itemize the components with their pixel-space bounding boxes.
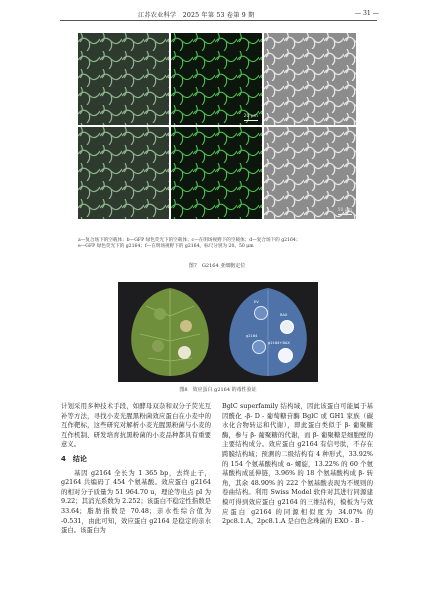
- header-rule: [60, 20, 377, 21]
- figure-7: [78, 33, 356, 219]
- left-column: [61, 402, 211, 536]
- left-paragraph-1: 计划采用多种技术手段，如酵母双杂和双分子荧光互补等方法，寻找小麦光腥黑粉菌效应蛋白在小麦中的互作靶标，这些研究对解析小麦光腥黑粉菌与小麦的互作机制、研发培育抗黑粉菌的小麦品种都具有重要意义。: [61, 402, 211, 449]
- panel-e-g2164-gfp: [171, 127, 262, 219]
- scale-bar: [338, 214, 352, 215]
- leaf-image-uv: [224, 286, 312, 378]
- running-header: 江苏农业科学 2025 年第 53 卷第 9 期: [138, 12, 255, 19]
- panel-d-g2164-merged: [78, 127, 169, 219]
- right-column: [222, 402, 373, 527]
- panel-f-g2164-brightfield: [264, 127, 356, 219]
- label-bax: BAX: [280, 313, 288, 317]
- caption-line-2: e—GFP 绿色荧光下的 g2164；f—在明场视野下的 g2164。标尺分别为 20、50 μm: [78, 244, 254, 250]
- uv-spot-bax: [280, 320, 294, 334]
- scale-label: 20 μm: [243, 114, 258, 119]
- scale-label: 50 μm: [337, 208, 352, 213]
- figure-8: [118, 282, 318, 382]
- figure-8-title: 图8 效应蛋白 g2164 的毒性验证: [179, 387, 257, 393]
- spot-g2164: [152, 340, 164, 352]
- leaf-image-visible: [126, 286, 214, 378]
- scale-bar: [244, 120, 258, 121]
- uv-spot-ev: [254, 306, 268, 320]
- section-title-conclusion: 4 结论: [61, 454, 87, 463]
- figure-7-caption: [78, 238, 364, 251]
- label-g2164: g2164: [246, 334, 258, 338]
- panel-c-empty-vector-brightfield: [264, 33, 356, 125]
- caption-line-1: a—复合场下的空载体；b—GFP 绿色荧光下的空载体；c—在明场视野下的空载体；d—复合场下的 g2164；: [78, 238, 301, 243]
- uv-spot-g2164: [252, 340, 266, 354]
- figure-7-title: 图7 G2164 亚细胞定位: [188, 263, 246, 269]
- page-number: — 31 —: [354, 10, 379, 17]
- panel-a-empty-vector-merged: [78, 33, 169, 125]
- spot-g2164-bax: [178, 346, 191, 359]
- spot-ev: [154, 308, 166, 320]
- right-paragraph-1: BglC superfamily 结构域，因此该蛋白可能属于基因酰化 -β- D - 葡萄糖苷酶 BglC 或 GH1 家族（碳水化合物转运和代谢），即此蛋白类似于 β- 葡聚糖酶，参与 β- 葡聚糖的代谢，而 β- 葡聚糖是细胞壁的主要结构成分。效应蛋白 g2164 有信号肽，不存在跨膜结构域；预测的二级结构有 4 种形式，33.92% 的 154 个氨基酸构成 α- 螺旋，13.22% 的 60 个氨基酸构成延伸链，3.96% 的 18 个氨基酸构成 β- 转角，其余 48.90% 的 222 个氨基酸表现为不规则的卷曲结构。利用 Swiss Model 软件对其进行同源建模可得到效应蛋白 g2164 的三维结构，模板为与效应蛋白 g2164 的同源相似度为 34.07% 的 2pc8.1.A。2pc8.1.A 是白色念珠菌的 EXO - B -: [222, 402, 373, 526]
- panel-b-empty-vector-gfp: [171, 33, 262, 125]
- label-ev: EV: [254, 300, 259, 304]
- uv-spot-g2164-bax: [278, 348, 293, 363]
- label-g2164-bax: g2164+BAX: [268, 341, 290, 345]
- spot-bax: [180, 320, 192, 332]
- left-paragraph-2: 基因 g2164 全长为 1 365 bp，去终止子，g2164 共编码了 454 个氨基酸。效应蛋白 g2164 的相对分子质量为 51 964.70 u，理论等电点 pI 为 9.22；其消光系数为 2.252；该蛋白不稳定性指数是 33.64；脂肪指数是 70.48；亲水性综合值为 -0.531，由此可知，效应蛋白 g2164 是稳定的亲水蛋白。该蛋白为: [61, 468, 211, 535]
